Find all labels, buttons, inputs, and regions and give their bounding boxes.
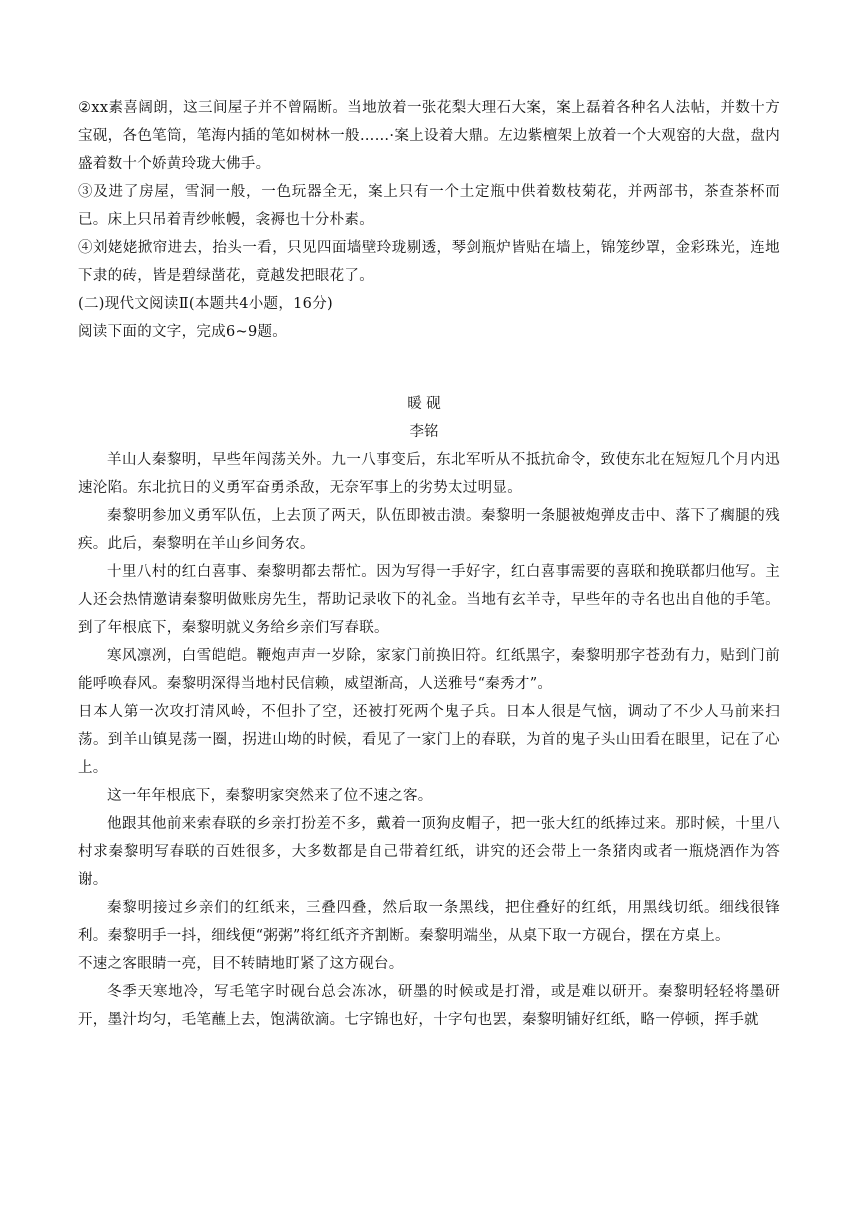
article-paragraph: 冬季天寒地冷，写毛笔字时砚台总会冻冰，研墨的时候或是打滑，或是难以研开。秦黎明轻轻将墨研开，墨汁均匀，毛笔蘸上去，饱满欲滴。七字锦也好，十字句也罢，秦黎明铺好红纸，略一停顿，挥手就: [78, 984, 780, 1028]
intro-paragraph-4: ④刘姥姥掀帘进去，抬头一看，只见四面墙壁玲珑剔透，琴剑瓶炉皆贴在墙上，锦笼纱罩，金彩珠光，连地下隶的砖，皆是碧绿凿花，竟越发把眼花了。: [78, 240, 780, 284]
article-paragraph: 十里八村的红白喜事、秦黎明都去帮忙。因为写得一手好字，红白喜事需要的喜联和挽联都归他写。主人还会热情邀请秦黎明做账房先生，帮助记录收下的礼金。当地有玄羊寺，早些年的寺名也出自他的手笔。到了年根底下，秦黎明就义务给乡亲们写春联。: [78, 564, 780, 636]
article-paragraph: 寒风凛冽，白雪皑皑。鞭炮声声一岁除，家家门前换旧符。红纸黑字，秦黎明那字苍劲有力，贴到门前能呼唤春风。秦黎明深得当地村民信赖，威望渐高，人送雅号“秦秀才”。: [78, 648, 780, 692]
article-body: [78, 446, 780, 1034]
article-title: 暖 砚: [407, 396, 441, 412]
section-heading: (二)现代文阅读Ⅱ(本题共4小题，16分): [78, 296, 333, 312]
article-paragraph: 秦黎明接过乡亲们的红纸来，三叠四叠，然后取一条黑线，把住叠好的红纸，用黑线切纸。细线很锋利。秦黎明手一抖，细线便“粥粥”将红纸齐齐割断。秦黎明端坐，从桌下取一方砚台，摆在方桌上。: [78, 900, 780, 944]
article-paragraph: 羊山人秦黎明，早些年闯荡关外。九一八事变后，东北军听从不抵抗命令，致使东北在短短几个月内迅速沦陷。东北抗日的义勇军奋勇杀敌，无奈军事上的劣势太过明显。: [78, 452, 780, 496]
article-paragraph: 秦黎明参加义勇军队伍，上去顶了两天，队伍即被击溃。秦黎明一条腿被炮弹皮击中、落下了瘸腿的残疾。此后，秦黎明在羊山乡间务农。: [78, 508, 780, 552]
intro-paragraph-3: ③及进了房屋，雪洞一般，一色玩器全无，案上只有一个土定瓶中供着数枝菊花，并两部书，茶查茶杯而已。床上只吊着青纱帐幔，衾褥也十分朴素。: [78, 184, 780, 228]
instruction: 阅读下面的文字，完成6~9题。: [78, 324, 288, 340]
article-paragraph: 日本人第一次攻打清风岭，不但扑了空，还被打死两个鬼子兵。日本人很是气恼，调动了不少人马前来扫荡。到羊山镇晃荡一圈，拐进山坳的时候，看见了一家门上的春联，为首的鬼子头山田看在眼里，记在了心上。: [78, 704, 780, 776]
intro-paragraph-2: ②xx素喜阔朗，这三间屋子并不曾隔断。当地放着一张花梨大理石大案，案上磊着各种名人法帖，并数十方宝砚，各色笔筒，笔海内插的笔如树林一般……·案上设着大鼎。左边紫檀架上放着一个大观窑的大盘，盘内盛着数十个娇黄玲珑大佛手。: [78, 100, 780, 172]
document-page: [78, 94, 780, 1034]
article-header: [78, 390, 780, 446]
article-paragraph: 他跟其他前来索春联的乡亲打扮差不多，戴着一顶狗皮帽子，把一张大红的纸捧过来。那时候，十里八村求秦黎明写春联的百姓很多，大多数都是自己带着红纸，讲究的还会带上一条猪肉或者一瓶烧酒作为答谢。: [78, 816, 780, 888]
article-paragraph: 不速之客眼睛一亮，目不转睛地盯紧了这方砚台。: [78, 956, 404, 972]
intro-section: [78, 94, 780, 346]
article-author: 李铭: [409, 424, 439, 440]
article-paragraph: 这一年年根底下，秦黎明家突然来了位不速之客。: [107, 788, 433, 804]
